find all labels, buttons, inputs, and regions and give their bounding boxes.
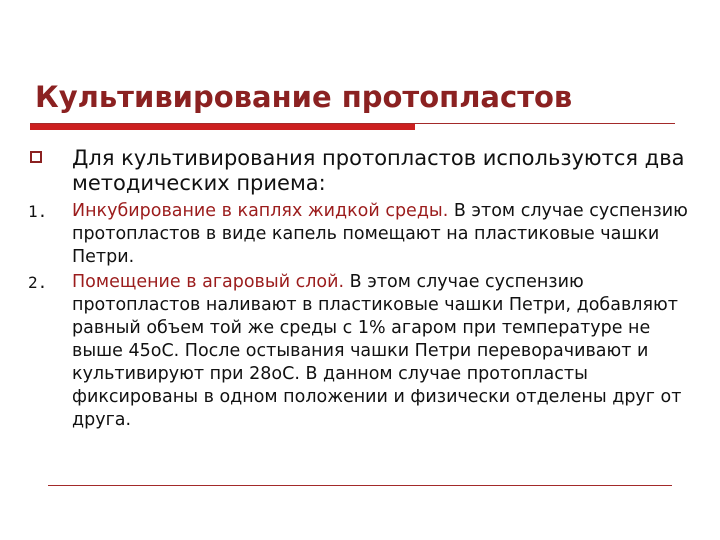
item-body: В этом случае суспензию протопластов наливают в пластиковые чашки Петри, добавляют равный объем той же среды с 1% агаром при температуре не выше 45оС. После остывания чашки Петри переворачивают и культивируют при 28оС. В данном случае протопласты фиксированы в одном положении и физически отделены друг от друга. (72, 272, 682, 430)
item-highlight: Инкубирование в каплях жидкой среды. (72, 201, 449, 221)
item-text (72, 271, 698, 432)
item-text (72, 200, 698, 269)
item-body: В этом случае суспензию протопластов в виде капель помещают на пластиковые чашки Петри. (72, 201, 688, 267)
intro-bullet (28, 146, 698, 196)
hollow-square-icon (30, 151, 42, 163)
title-underline-accent (30, 124, 415, 130)
slide-title: Культивирование протопластов (35, 80, 573, 114)
bottom-divider (48, 485, 672, 486)
item-number: 1. (28, 202, 48, 221)
numbered-item-1 (28, 200, 698, 269)
numbered-item-2 (28, 271, 698, 432)
item-highlight: Помещение в агаровый слой. (72, 272, 345, 292)
slide-body (28, 146, 698, 432)
square-bullet-icon (28, 146, 72, 163)
item-number: 2. (28, 273, 48, 292)
intro-text: Для культивирования протопластов используются два методических приема: (72, 146, 685, 195)
